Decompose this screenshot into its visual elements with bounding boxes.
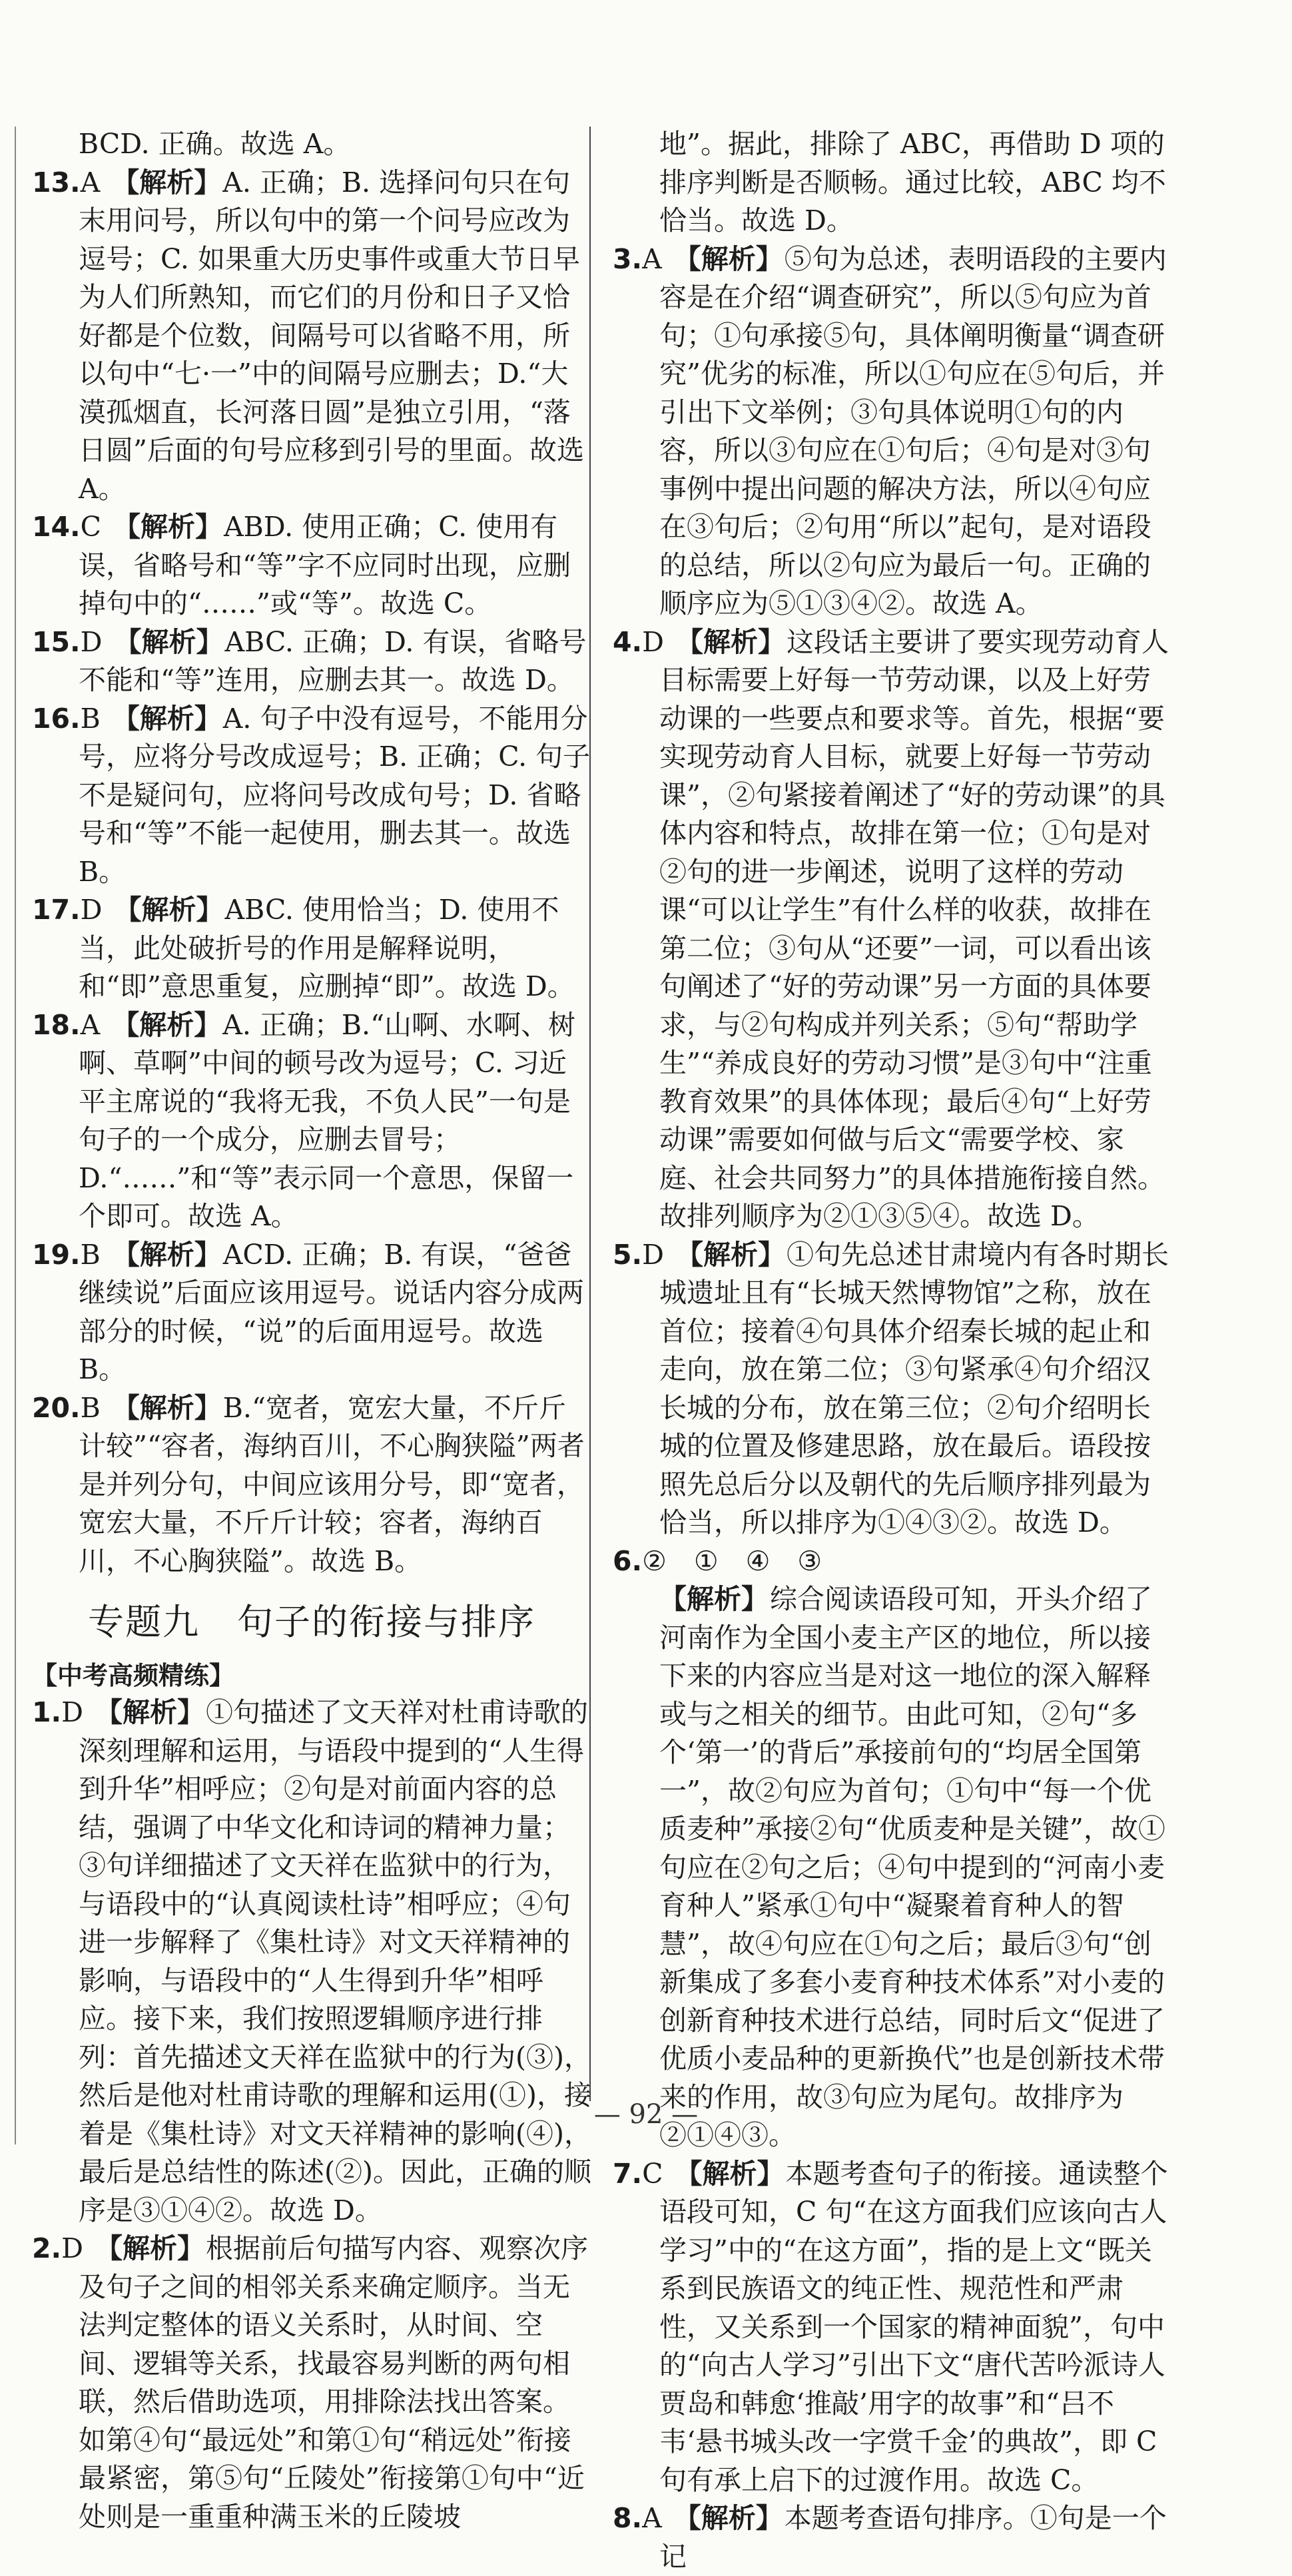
answer-14: 14.C 【解析】ABD. 使用正确；C. 使用有误，省略号和“等”字不应同时出现，应删掉句中的“……”或“等”。故选 C。 bbox=[32, 511, 571, 619]
sort-answer-4: 4.D 【解析】这段话主要讲了要实现劳动育人目标需要上好每一节劳动课，以及上好劳动课的一些要点和要求等。首先，根据“要实现劳动育人目标，就要上好每一节劳动课”，②句紧接着阐述了“好的劳动课”的具体内容和特点，故排在第一位；①句是对②句的进一步阐述，说明了这样的劳动课“可以让学生”有什么样的收获，故排在第二位；③句从“还要”一词，可以看出该句阐述了“好的劳动课”另一方面的具体要求，与②句构成并列关系；⑤句“帮助学生”“养成良好的劳动习惯”是③句中“注重教育效果”的具体体现；最后④句“上好劳动课”需要如何做与后文“需要学校、家庭、社会共同努力”的具体措施衔接自然。故排列顺序为②①③⑤④。故选 D。 bbox=[613, 625, 1169, 1232]
sort-answer-5: 5.D 【解析】①句先总述甘肃境内有各时期长城遗址且有“长城天然博物馆”之称，放在首位；接着④句具体介绍秦长城的起止和走向，放在第二位；③句紧承④句介绍汉长城的分布，放在第三位；②句介绍明长城的位置及修建思路，放在最后。语段按照先总后分以及朝代的先后顺序排列最为恰当，所以排序为①④③②。故选 D。 bbox=[613, 1238, 1169, 1538]
margin-rule bbox=[15, 127, 16, 2144]
answer-15: 15.D 【解析】ABC. 正确；D. 有误，省略号不能和“等”连用，应删去其一。故选 D。 bbox=[32, 625, 587, 696]
sort-answer-3: 3.A 【解析】⑤句为总述，表明语段的主要内容是在介绍“调查研究”，所以⑤句应为首句；①句承接⑤句，具体阐明衡量“调查研究”优劣的标准，所以①句应在⑤句后，并引出下文举例；③句具体说明①句的内容，所以③句应在①句后；④句是对③句事例中提出问题的解决方法，所以④句应在③句后；②句用“所以”起句，是对语段的总结，所以②句应为最后一句。正确的顺序应为⑤①③④②。故选 A。 bbox=[613, 242, 1167, 619]
answer-17: 17.D 【解析】ABC. 使用恰当；D. 使用不当，此处破折号的作用是解释说明，和“即”意思重复，应删掉“即”。故选 D。 bbox=[32, 894, 575, 1002]
answer-20: 20.B 【解析】B.“宽者，宽宏大量，不斤斤计较”“容者，海纳百川，不心胸狭隘”两者是并列分句，中间应该用分号，即“宽者，宽宏大量，不斤斤计较；容者，海纳百川，不心胸狭隘”。故选 B。 bbox=[32, 1391, 585, 1577]
answer-18: 18.A 【解析】A. 正确；B.“山啊、水啊、树啊、草啊”中间的顿号改为逗号；C. 习近平主席说的“我将无我，不负人民”一句是句子的一个成分，应删去冒号；D.“……”和“等”表示同一个意思，保留一个即可。故选 A。 bbox=[32, 1008, 576, 1232]
page-number: — 92 — bbox=[593, 2099, 699, 2130]
sort-answer-6: 6.② ① ④ ③ bbox=[613, 1544, 822, 1577]
left-column bbox=[32, 125, 591, 2536]
answer-13: 13.A 【解析】A. 正确；B. 选择问句只在句末用问号，所以句中的第一个问号应改为逗号；C. 如果重大历史事件或重大节日早为人们所熟知，而它们的月份和日子又恰好都是个位数，间隔号可以省略不用，所以句中“七·一”中的间隔号应删去；D.“大漠孤烟直，长河落日圆”是独立引用，“落日圆”后面的句号应移到引号的里面。故选 A。 bbox=[32, 166, 584, 505]
right-column bbox=[613, 125, 1172, 2576]
subsection-title: 【中考高频精练】 bbox=[32, 1661, 235, 1690]
continued-text: 地”。据此，排除了 ABC，再借助 D 项的排序判断是否顺畅。通过比较，ABC 均不恰当。故选 D。 bbox=[659, 128, 1166, 236]
sort-answer-7: 7.C 【解析】本题考查句子的衔接。通读整个语段可知，C 句“在这方面我们应该向古人学习”中的“在这方面”，指的是上文“既关系到民族语文的纯正性、规范性和严肃性，又关系到一个国家的精神面貌”，句中的“向古人学习”引出下文“唐代苦吟派诗人贾岛和韩愈‘推敲’用字的故事”和“吕不韦‘悬书城头改一字赏千金’的典故”，即 C 句有承上启下的过渡作用。故选 C。 bbox=[613, 2157, 1168, 2496]
section-title: 专题九 句子的衔接与排序 bbox=[88, 1601, 535, 1643]
continued-text: BCD. 正确。故选 A。 bbox=[79, 128, 351, 160]
answer-16: 16.B 【解析】A. 句子中没有逗号，不能用分号，应将分号改成逗号；B. 正确；C. 句子不是疑问句，应将问号改成句号；D. 省略号和“等”不能一起使用，删去其一。故选 B。 bbox=[32, 702, 591, 888]
sort-answer-8: 8.A 【解析】本题考查语句排序。①句是一个记 bbox=[613, 2502, 1167, 2573]
sort-answer-2: 2.D 【解析】根据前后句描写内容、观察次序及句子之间的相邻关系来确定顺序。当无法判定整体的语义关系时，从时间、空间、逻辑等关系，找最容易判断的两句相联，然后借助选项，用排除法找出答案。如第④句“最远处”和第①句“稍远处”衔接最紧密，第⑤句“丘陵处”衔接第①句中“近处则是一重重种满玉米的丘陵坡 bbox=[32, 2232, 588, 2533]
sort-answer-1: 1.D 【解析】①句描述了文天祥对杜甫诗歌的深刻理解和运用，与语段中提到的“人生得到升华”相呼应；②句是对前面内容的总结，强调了中华文化和诗词的精神力量；③句详细描述了文天祥在监狱中的行为，与语段中的“认真阅读杜诗”相呼应；④句进一步解释了《集杜诗》对文天祥精神的影响，与语段中的“人生得到升华”相呼应。接下来，我们按照逻辑顺序进行排列：首先描述文天祥在监狱中的行为(③)，然后是他对杜甫诗歌的理解和运用(①)，接着是《集杜诗》对文天祥精神的影响(④)，最后是总结性的陈述(②)。因此，正确的顺序是③①④②。故选 D。 bbox=[32, 1696, 591, 2226]
answer-19: 19.B 【解析】ACD. 正确；B. 有误，“爸爸继续说”后面应该用逗号。说话内容分成两部分的时候，“说”的后面用逗号。故选 B。 bbox=[32, 1238, 584, 1385]
sort-answer-6-analysis: 【解析】综合阅读语段可知，开头介绍了河南作为全国小麦主产区的地位，所以接下来的内容应当是对这一地位的深入解释或与之相关的细节。由此可知，②句“多个‘第一’的背后”承接前句的“均居全国第一”，故②句应为首句；①句中“每一个优质麦种”承接②句“优质麦种是关键”，故①句应在②句之后；④句中提到的“河南小麦育种人”紧承①句中“凝聚着育种人的智慧”，故④句应在①句之后；最后③句“创新集成了多套小麦育种技术体系”对小麦的创新育种技术进行总结，同时后文“促进了优质小麦品种的更新换代”也是创新技术带来的作用，故③句应为尾句。故排序为②①④③。 bbox=[659, 1583, 1165, 2151]
